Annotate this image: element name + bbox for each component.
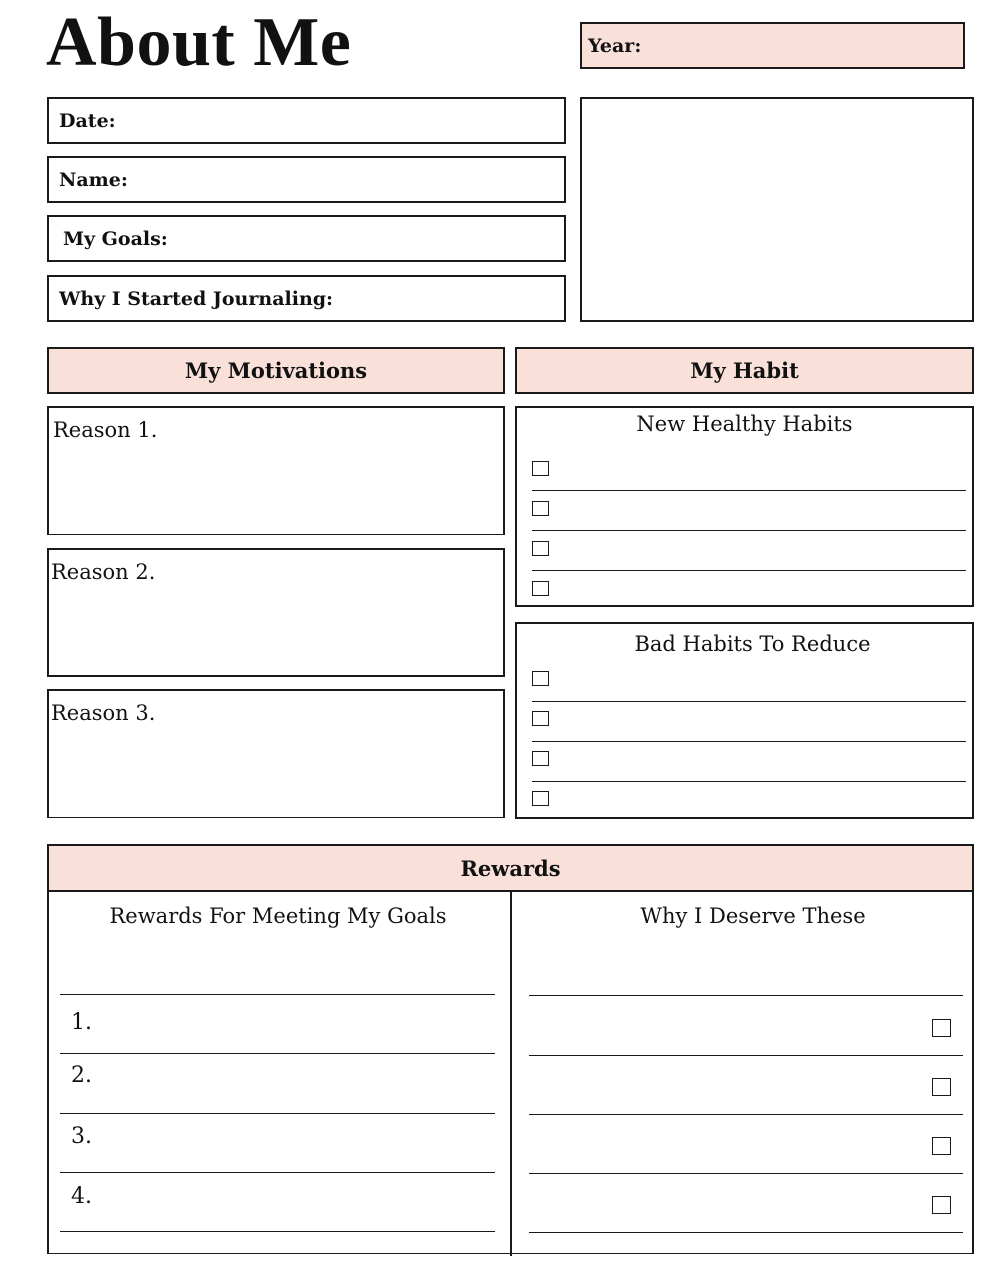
write-line[interactable]: [529, 1055, 963, 1056]
reward-number: 2.: [71, 1063, 92, 1088]
bad-habits-box: [515, 622, 974, 819]
year-field[interactable]: [580, 22, 965, 69]
write-line[interactable]: [60, 1172, 495, 1173]
new-habits-box: [515, 406, 974, 607]
reason-box-1[interactable]: [47, 406, 505, 535]
checkbox-icon[interactable]: [532, 501, 549, 516]
motivations-header: My Motivations: [47, 347, 505, 394]
checkbox-icon[interactable]: [532, 461, 549, 476]
write-line[interactable]: [529, 995, 963, 996]
rewards-header: Rewards: [47, 844, 974, 892]
checkbox-icon[interactable]: [532, 711, 549, 726]
checkbox-icon[interactable]: [532, 791, 549, 806]
write-line[interactable]: [532, 701, 966, 702]
write-line[interactable]: [532, 781, 966, 782]
column-divider: [510, 892, 512, 1256]
name-label: Name:: [59, 168, 128, 191]
write-line[interactable]: [60, 994, 495, 995]
write-line[interactable]: [529, 1173, 963, 1174]
reason-box-3[interactable]: [47, 689, 505, 818]
write-line[interactable]: [532, 490, 966, 491]
reward-number: 1.: [71, 1010, 92, 1035]
bad-habits-title: Bad Habits To Reduce: [634, 632, 871, 656]
reason-label: Reason 1.: [53, 418, 158, 442]
habit-header: My Habit: [515, 347, 974, 394]
photo-box[interactable]: [580, 97, 974, 322]
reward-number: 3.: [71, 1124, 92, 1149]
write-line[interactable]: [60, 1113, 495, 1114]
checkbox-icon[interactable]: [932, 1196, 951, 1214]
checkbox-icon[interactable]: [932, 1019, 951, 1037]
reason-box-2[interactable]: [47, 548, 505, 677]
checkbox-icon[interactable]: [532, 671, 549, 686]
rewards-section: [47, 844, 974, 1254]
checkbox-icon[interactable]: [532, 751, 549, 766]
goals-field[interactable]: [47, 215, 566, 262]
reason-label: Reason 2.: [51, 560, 156, 584]
year-label: Year:: [588, 34, 642, 57]
date-field[interactable]: [47, 97, 566, 144]
write-line[interactable]: [529, 1232, 963, 1233]
why-journaling-label: Why I Started Journaling:: [59, 287, 334, 310]
new-habits-title: New Healthy Habits: [636, 412, 853, 436]
write-line[interactable]: [60, 1231, 495, 1232]
why-journaling-field[interactable]: [47, 275, 566, 322]
write-line[interactable]: [529, 1114, 963, 1115]
checkbox-icon[interactable]: [932, 1078, 951, 1096]
write-line[interactable]: [532, 530, 966, 531]
checkbox-icon[interactable]: [532, 581, 549, 596]
reward-number: 4.: [71, 1184, 92, 1209]
rewards-left-title: Rewards For Meeting My Goals: [109, 904, 447, 928]
checkbox-icon[interactable]: [932, 1137, 951, 1155]
write-line[interactable]: [532, 741, 966, 742]
reason-label: Reason 3.: [51, 701, 156, 725]
checkbox-icon[interactable]: [532, 541, 549, 556]
name-field[interactable]: [47, 156, 566, 203]
date-label: Date:: [59, 109, 116, 132]
page-title: About Me: [46, 4, 352, 81]
write-line[interactable]: [60, 1053, 495, 1054]
write-line[interactable]: [532, 570, 966, 571]
rewards-right-title: Why I Deserve These: [640, 904, 866, 928]
goals-label: My Goals:: [63, 227, 168, 250]
